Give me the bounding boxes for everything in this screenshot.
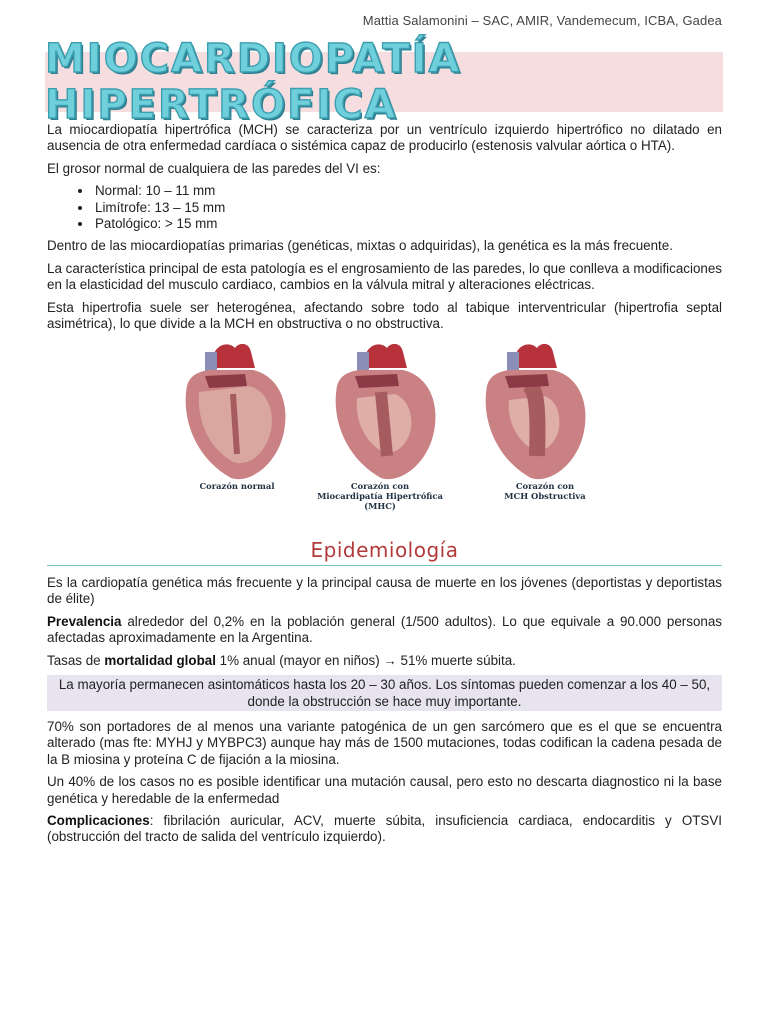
- section-divider: [47, 565, 722, 566]
- mortality-prefix: Tasas de: [47, 652, 105, 668]
- thickness-list: [47, 183, 722, 232]
- epi-complications: [47, 813, 722, 846]
- list-item: • Limítrofe: 13 – 15 mm: [93, 200, 722, 216]
- epi-paragraph-1: Es la cardiopatía genética más frecuente y la principal causa de muerte en los jóvenes (deportistas y deportistas de élite): [47, 574, 722, 607]
- intro-paragraph-2: El grosor normal de cualquiera de las paredes del VI es:: [47, 160, 381, 176]
- normal-heart-illustration: [175, 338, 295, 483]
- caption-mhc-line-2: Miocardipatía Hipertrófica (MHC): [317, 491, 443, 512]
- intro-paragraph-1: La miocardiopatía hipertrófica (MCH) se caracteriza por un ventrículo izquierdo hipertrófico no dilatado en ausencia de otra enfermedad cardíaca o sistémica capaz de producirlo (estenosis valvular aórtica o HTA).: [47, 122, 722, 154]
- caption-mhc-line-1: Corazón con: [350, 481, 410, 492]
- list-item: • Patológico: > 15 mm: [93, 216, 722, 232]
- epi-unknown: Un 40% de los casos no es posible identificar una mutación causal, pero esto no descarta diagnostico ni la base genética y heredable de la enfermedad: [47, 774, 722, 806]
- document-body: [47, 122, 722, 852]
- mhc-heart-illustration: [325, 338, 445, 483]
- intro-paragraph-5: Esta hipertrofia suele ser heterogénea, afectando sobre todo al tabique interventricular (hipertrofia septal asimétrica), lo que divide a la MCH en obstructiva o no obstructiva.: [47, 299, 722, 332]
- prevalence-label: Prevalencia: [47, 613, 122, 629]
- intro-paragraph-4: La característica principal de esta patología es el engrosamiento de las paredes, lo que conlleva a modificaciones en la elasticidad del musculo cardiaco, cambios en la válvula mitral y alteraciones eléctricas.: [47, 260, 722, 293]
- mortality-label: mortalidad global: [104, 652, 216, 668]
- page-title: MIOCARDIOPATÍA HIPERTRÓFICA: [45, 36, 462, 128]
- intro-paragraph-3: Dentro de las miocardiopatías primarias (genéticas, mixtas o adquiridas), la genética es la más frecuente.: [47, 238, 673, 254]
- complications-text: : fibrilación auricular, ACV, muerte súbita, insuficiencia cardiaca, endocarditis y OTSVI (obstrucción del tracto de salida del ventrículo izquierdo).: [47, 812, 722, 845]
- epi-mortality: [47, 653, 722, 669]
- callout-box: La mayoría permanecen asintomáticos hasta los 20 – 30 años. Los síntomas pueden comenzar a los 40 – 50, donde la obstrucción se hace muy importante.: [47, 675, 722, 711]
- mortality-text: 1% anual (mayor en niños) → 51% muerte súbita.: [215, 652, 516, 668]
- complications-label: Complicaciones: [47, 812, 150, 828]
- heart-figure: [47, 338, 722, 528]
- epi-genes: 70% son portadores de al menos una variante patogénica de un gen sarcómero que es el que se encuentra alterado (mas fte: MYHJ y MYBPC3) aunque hay más de 1500 mutaciones, todas codifican la cadena pesada de la B miosina y proteína C de fijación a la miosina.: [47, 718, 722, 767]
- title-banner: [45, 36, 723, 128]
- prevalence-text: alrededor del 0,2% en la población general (1/500 adultos). Lo que equivale a 90.000 personas afectadas aproximadamente en la Argentina.: [47, 613, 722, 646]
- caption-normal-heart: Corazón normal: [199, 481, 275, 492]
- header-authors: Mattia Salamonini – SAC, AMIR, Vandemecum, ICBA, Gadea: [362, 13, 722, 28]
- caption-obs-line-1: Corazón con: [515, 481, 575, 492]
- caption-obs-line-2: MCH Obstructiva: [504, 491, 586, 502]
- obstructive-heart-illustration: [475, 338, 595, 483]
- caption-obstructive-heart: [495, 481, 595, 501]
- section-heading-epidemiology: Epidemiología: [310, 538, 459, 563]
- list-item: • Normal: 10 – 11 mm: [93, 183, 722, 199]
- caption-mhc-heart: [305, 481, 455, 511]
- epi-prevalence: [47, 614, 722, 647]
